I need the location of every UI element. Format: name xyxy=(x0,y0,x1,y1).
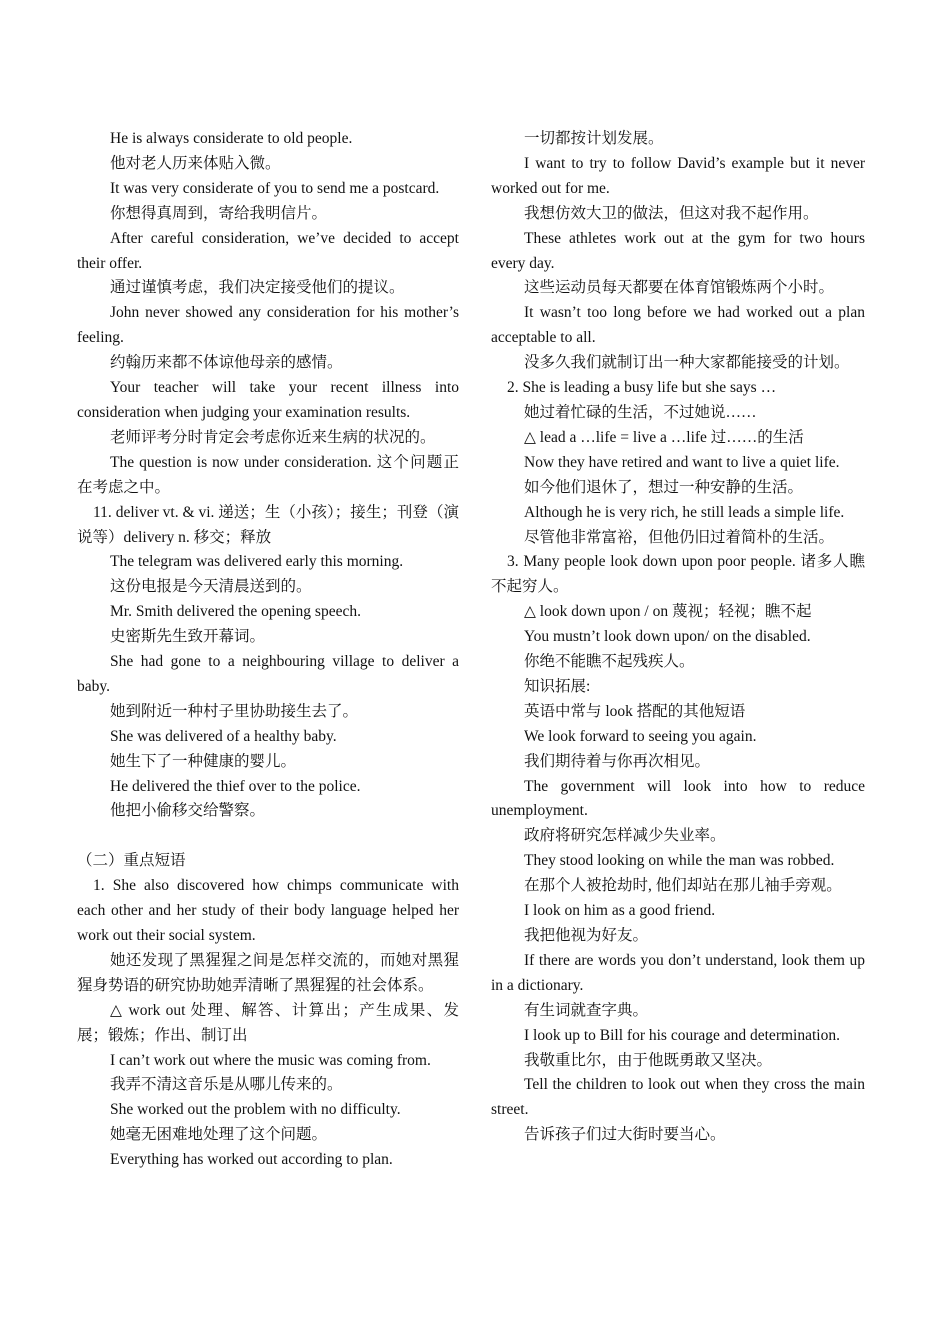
left-paragraph: （二）重点短语 xyxy=(77,852,186,870)
left-paragraph: 他把小偷移交给警察。 xyxy=(110,802,266,820)
left-paragraph: She had gone to a neighbouring village to deliver a baby. xyxy=(77,653,459,695)
right-paragraph: The government will look into how to reduce unemployment. xyxy=(491,777,865,820)
left-paragraph: Mr. Smith delivered the opening speech. xyxy=(110,603,361,621)
left-paragraph: She was delivered of a healthy baby. xyxy=(110,727,337,745)
right-paragraph: If there are words you don’t understand, look them up in a dictionary. xyxy=(491,951,865,994)
left-paragraph: 她毫无困难地处理了这个问题。 xyxy=(110,1126,328,1144)
left-paragraph: 她到附近一种村子里协助接生去了。 xyxy=(110,702,359,720)
left-paragraph: 1. She also discovered how chimps communicate with each other and her study of their body language helped her work out their social system. xyxy=(77,877,459,944)
right-paragraph: We look forward to seeing you again. xyxy=(524,727,757,745)
right-paragraph: 知识拓展: xyxy=(524,677,591,695)
right-paragraph: 她过着忙碌的生活，不过她说…… xyxy=(524,403,757,421)
right-paragraph: 告诉孩子们过大街时要当心。 xyxy=(524,1126,726,1144)
right-paragraph: 我敬重比尔，由于他既勇敢又坚决。 xyxy=(524,1051,773,1069)
right-paragraph: It wasn’t too long before we had worked out a plan acceptable to all. xyxy=(491,304,865,347)
left-paragraph: 她还发现了黑猩猩之间是怎样交流的，而她对黑猩猩身势语的研究协助她弄清晰了黑猩猩的社会体系。 xyxy=(77,951,459,994)
right-paragraph: 政府将研究怎样减少失业率。 xyxy=(524,827,726,845)
left-paragraph: She worked out the problem with no difficulty. xyxy=(110,1101,401,1119)
left-paragraph: The telegram was delivered early this morning. xyxy=(110,553,404,571)
left-paragraph: I can’t work out where the music was coming from. xyxy=(110,1051,431,1069)
right-paragraph: 如今他们退休了，想过一种安静的生活。 xyxy=(524,478,804,496)
right-paragraph: △ lead a …life = live a …life 过……的生活 xyxy=(524,428,804,446)
right-paragraph: △ look down upon / on 蔑视；轻视；瞧不起 xyxy=(524,603,812,621)
left-paragraph: 这份电报是今天清晨送到的。 xyxy=(110,578,312,596)
left-column xyxy=(77,127,459,1173)
left-paragraph: After careful consideration, we’ve decided to accept their offer. xyxy=(77,229,459,272)
right-paragraph: 你绝不能瞧不起残疾人。 xyxy=(524,653,695,671)
right-paragraph: They stood looking on while the man was robbed. xyxy=(524,852,835,870)
right-paragraph: 没多久我们就制订出一种大家都能接受的计划。 xyxy=(524,354,850,372)
right-paragraph: 一切都按计划发展。 xyxy=(524,130,664,147)
left-paragraph: 你想得真周到，寄给我明信片。 xyxy=(110,204,328,222)
left-paragraph: 她生下了一种健康的婴儿。 xyxy=(110,752,297,770)
right-paragraph: You mustn’t look down upon/ on the disabled. xyxy=(524,628,811,646)
right-paragraph: 3. Many people look down upon poor people. 诸多人瞧不起穷人。 xyxy=(491,553,865,596)
right-paragraph: 这些运动员每天都要在体育馆锻炼两个小时。 xyxy=(524,279,835,297)
right-paragraph: 2. She is leading a busy life but she says … xyxy=(507,379,777,397)
left-paragraph: The question is now under consideration. 这个问题正在考虑之中。 xyxy=(77,453,459,496)
right-paragraph: Although he is very rich, he still leads a simple life. xyxy=(524,503,845,521)
right-column xyxy=(491,127,865,1148)
left-paragraph: John never showed any consideration for his mother’s feeling. xyxy=(77,304,459,347)
left-paragraph: Everything has worked out according to plan. xyxy=(110,1151,393,1169)
left-paragraph: 我弄不清这音乐是从哪儿传来的。 xyxy=(110,1076,343,1094)
right-paragraph: 尽管他非常富裕，但他仍旧过着简朴的生活。 xyxy=(524,528,835,546)
right-paragraph: Now they have retired and want to live a quiet life. xyxy=(524,453,840,471)
left-paragraph: He delivered the thief over to the police. xyxy=(110,777,361,795)
left-paragraph: 史密斯先生致开幕词。 xyxy=(110,628,266,646)
right-paragraph: These athletes work out at the gym for two hours every day. xyxy=(491,229,865,272)
left-paragraph: He is always considerate to old people. xyxy=(110,130,353,147)
right-paragraph: 在那个人被抢劫时, 他们却站在那儿袖手旁观。 xyxy=(524,877,842,895)
left-paragraph: 老师评考分时肯定会考虑你近来生病的状况的。 xyxy=(110,428,436,446)
right-paragraph: I look up to Bill for his courage and determination. xyxy=(524,1026,840,1044)
left-paragraph: 通过谨慎考虑，我们决定接受他们的提议。 xyxy=(110,279,405,297)
right-paragraph: Tell the children to look out when they cross the main street. xyxy=(491,1076,865,1119)
left-paragraph: 约翰历来都不体谅他母亲的感情。 xyxy=(110,354,343,372)
left-paragraph: 他对老人历来体贴入微。 xyxy=(110,154,281,172)
left-paragraph: It was very considerate of you to send me a postcard. xyxy=(110,179,440,197)
right-paragraph: I want to try to follow David’s example but it never worked out for me. xyxy=(491,154,865,197)
right-paragraph: 我想仿效大卫的做法，但这对我不起作用。 xyxy=(524,204,819,222)
right-paragraph: 我把他视为好友。 xyxy=(524,927,649,944)
right-paragraph: 英语中常与 look 搭配的其他短语 xyxy=(524,702,746,720)
right-paragraph: 我们期待着与你再次相见。 xyxy=(524,752,711,770)
left-paragraph: △ work out 处理、解答、计算出；产生成果、发展；锻炼；作出、制订出 xyxy=(77,1001,459,1044)
left-paragraph: 11. deliver vt. & vi. 递送；生（小孩）；接生；刊登（演说等）delivery n. 移交；释放 xyxy=(77,503,459,546)
left-paragraph: Your teacher will take your recent illness into consideration when judging your examination results. xyxy=(77,379,459,421)
right-paragraph: 有生词就查字典。 xyxy=(524,1001,649,1019)
right-paragraph: I look on him as a good friend. xyxy=(524,902,716,920)
left-paragraph xyxy=(77,824,459,849)
